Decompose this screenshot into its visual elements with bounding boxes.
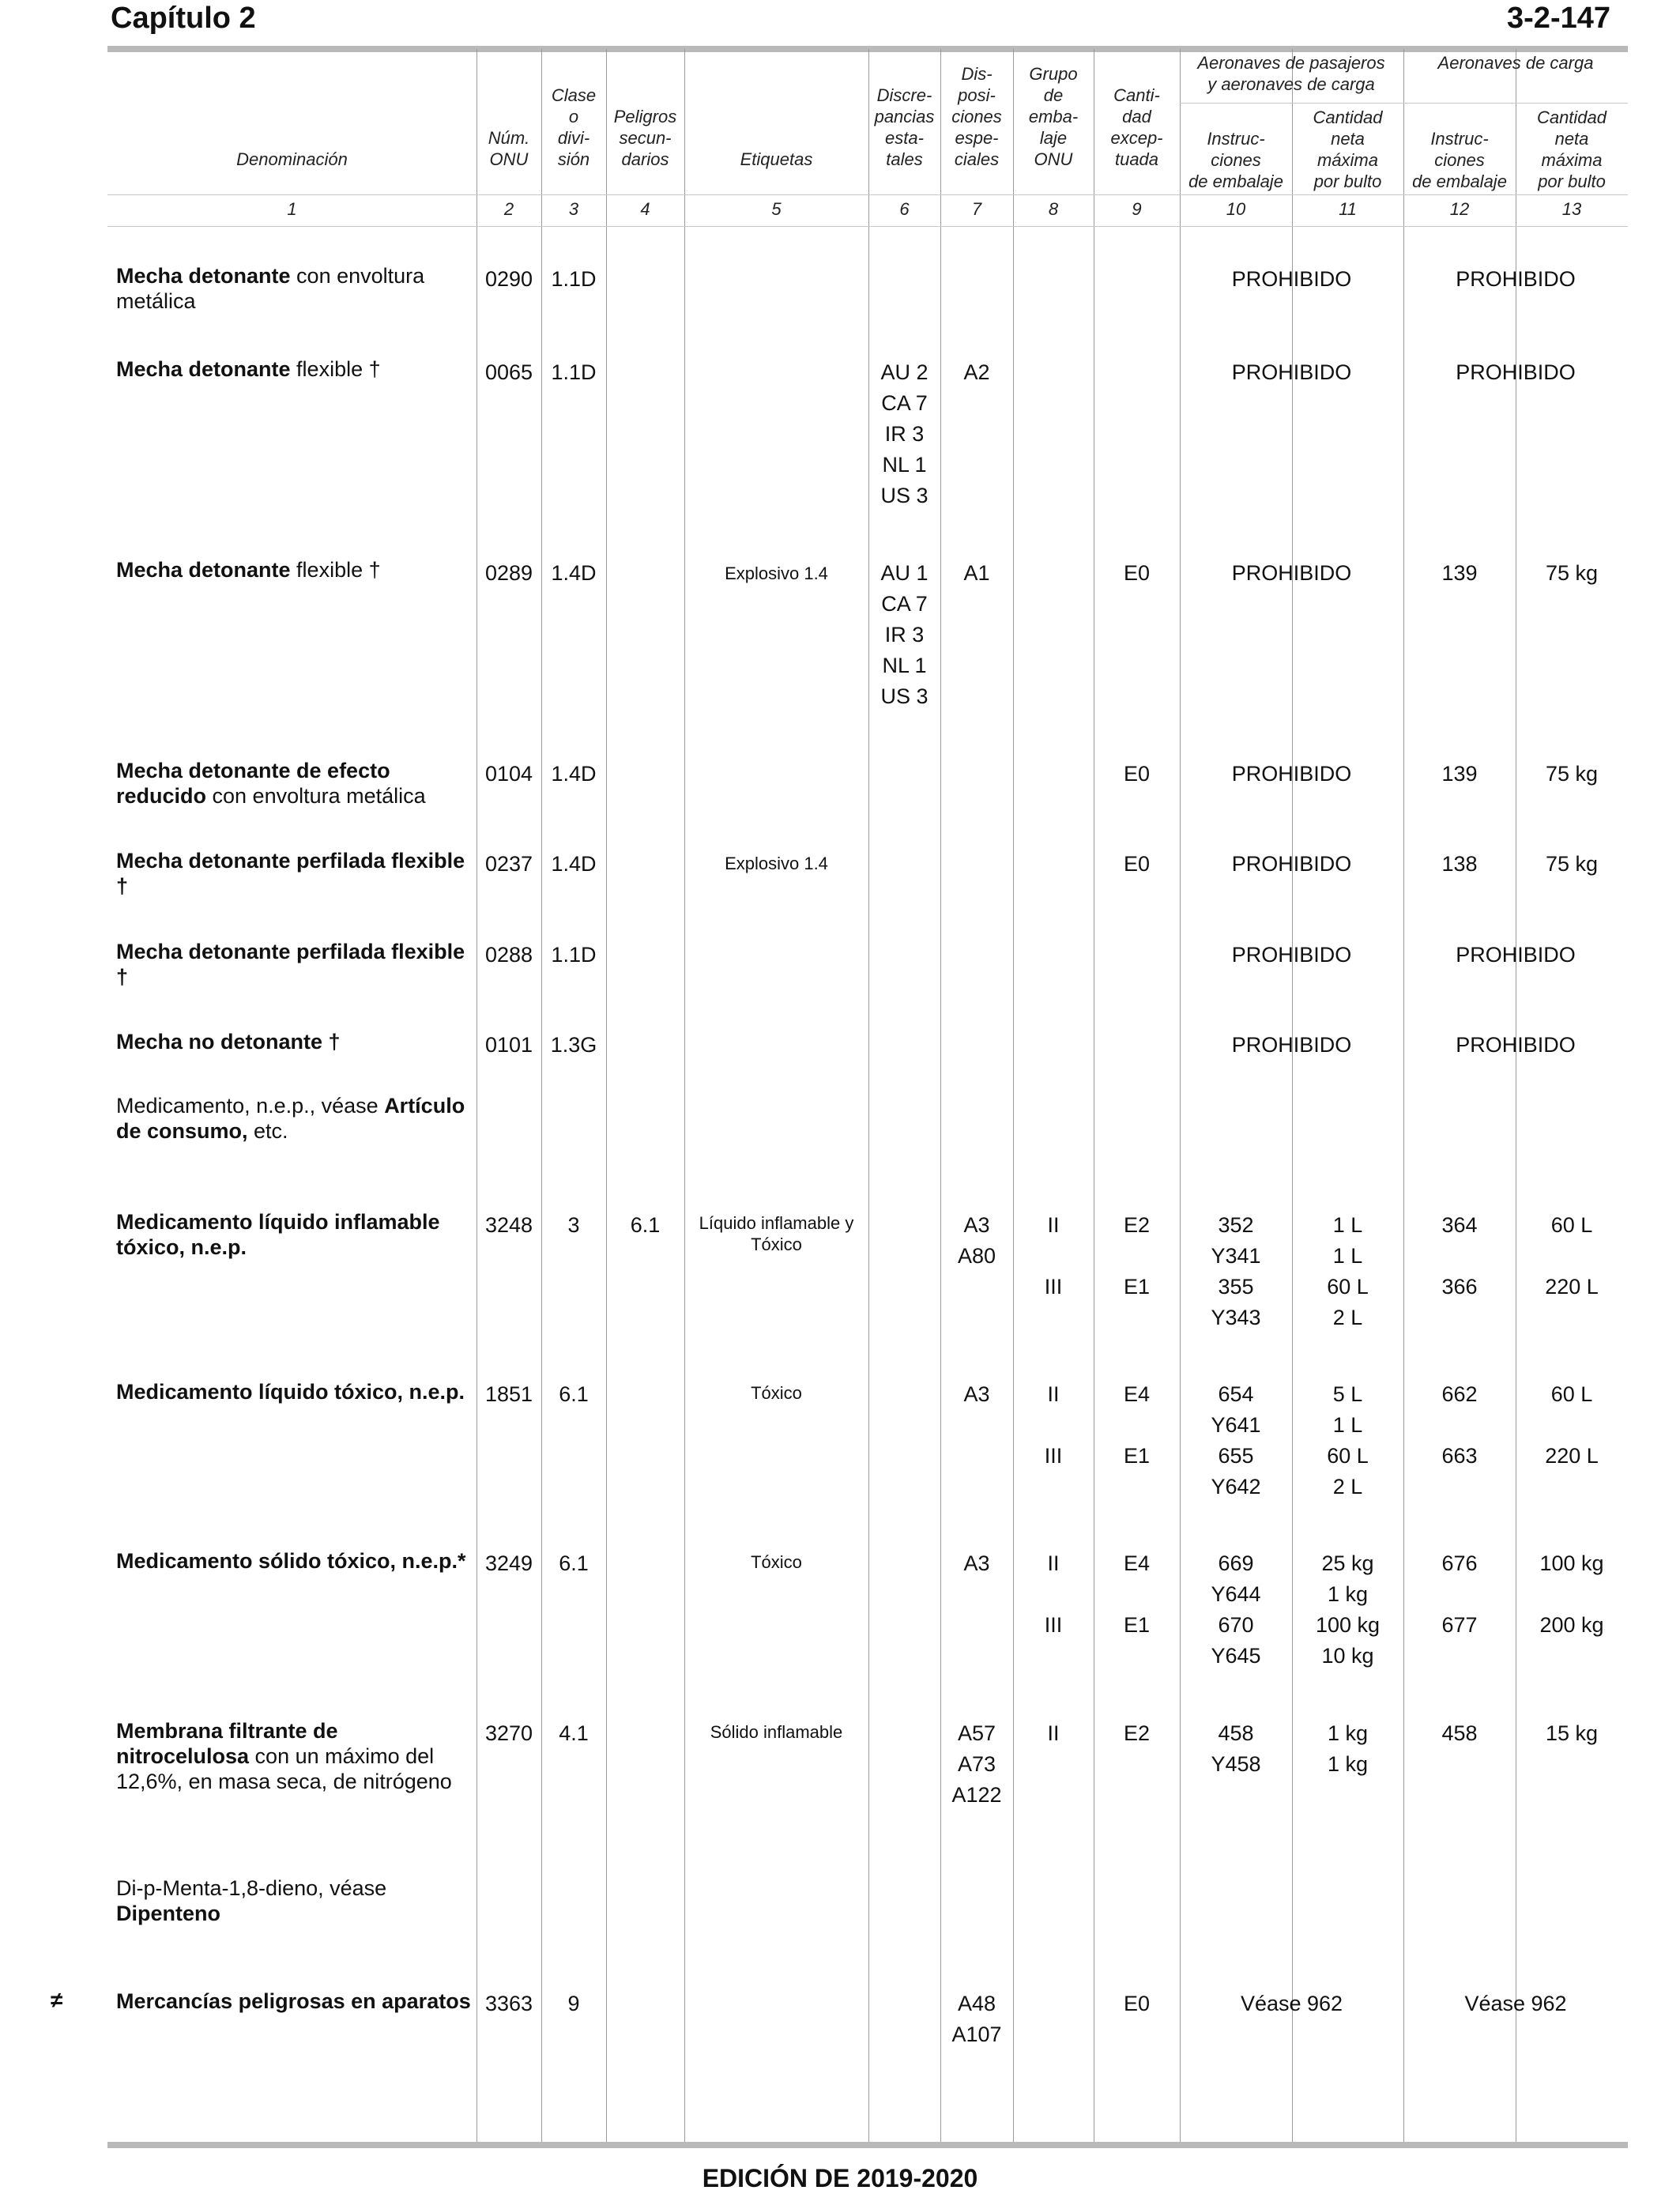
class-division: 6.1 [559,1551,589,1575]
header-excepted-quantity: Canti- dad excep- tuada [1110,85,1163,169]
header-state-variations: Discre- pancias esta- tales [874,85,935,169]
hazard-label: Explosivo 1.4 [725,854,828,873]
entry-name: Mecha detonante perfilada flexible † [116,940,465,989]
un-number: 0237 [484,852,533,876]
top-rule [107,46,1628,52]
state-variations: AU 2 CA 7 IR 3 NL 1 US 3 [880,360,929,507]
cargo-max-net-quantity: 60 L 220 L [1545,1382,1599,1468]
un-number: 3270 [484,1721,533,1745]
hazard-label: Líquido inflamable y Tóxico [699,1213,854,1254]
special-provisions: A3 A80 [957,1213,996,1268]
entry-name: Mecha no detonante † [116,1030,341,1054]
hazard-label: Tóxico [751,1383,802,1403]
hazard-label: Explosivo 1.4 [725,564,828,583]
passenger-aircraft-status: PROHIBIDO [1231,943,1352,967]
class-division: 3 [567,1213,580,1237]
un-number: 0289 [484,561,533,585]
header-special-provisions: Dis- posi- ciones espe- ciales [951,64,1002,169]
passenger-aircraft-status: PROHIBIDO [1231,360,1352,384]
class-division: 1.1D [551,360,597,384]
hazard-label: Tóxico [751,1552,802,1572]
hazard-label: Sólido inflamable [710,1722,843,1742]
packing-group: II III [1044,1382,1063,1468]
header-packing-group: Grupo de emba- laje ONU [1028,64,1079,169]
class-division: 1.4D [551,561,597,585]
class-division: 1.1D [551,943,597,967]
cargo-max-net-quantity: 60 L 220 L [1545,1213,1599,1299]
un-number: 0065 [484,360,533,384]
entry-name: Mecha detonante con envoltura metálica [116,264,425,313]
excepted-quantity: E2 E1 [1123,1213,1151,1299]
secondary-hazard: 6.1 [630,1213,661,1237]
pax-packing-instruction: 654 Y641 655 Y642 [1211,1382,1261,1498]
column-number: 7 [971,199,982,219]
class-division: 1.3G [550,1033,597,1057]
excepted-quantity: E4 E1 [1123,1551,1151,1637]
cargo-aircraft-status: PROHIBIDO [1456,943,1576,967]
column-divider [1013,49,1014,2143]
cargo-packing-instruction: 138 [1441,852,1478,876]
header-pax-max-net-quantity: Cantidad neta máxima por bulto [1313,107,1383,191]
edition-footer: EDICIÓN DE 2019-2020 [702,2164,978,2192]
group-header-line [1180,103,1628,104]
column-number: 11 [1339,199,1357,219]
special-provisions: A2 [963,360,990,384]
cargo-max-net-quantity: 100 kg 200 kg [1539,1551,1604,1637]
un-number: 3248 [484,1213,533,1237]
un-number: 0104 [484,762,533,786]
pax-max-net-quantity: 1 kg 1 kg [1327,1721,1369,1776]
bottom-rule [107,2142,1628,2148]
cargo-aircraft-status: Véase 962 [1464,1992,1567,2015]
passenger-aircraft-status: PROHIBIDO [1231,561,1352,585]
header-cargo-max-net-quantity: Cantidad neta máxima por bulto [1536,107,1607,191]
class-division: 1.4D [551,852,597,876]
header-line [107,194,1628,195]
cargo-aircraft-status: PROHIBIDO [1456,1033,1576,1057]
header-cargo-packing-instructions: Instruc- ciones de embalaje [1412,129,1507,191]
excepted-quantity: E0 [1123,852,1151,876]
special-provisions: A48 A107 [951,1992,1002,2046]
passenger-aircraft-status: PROHIBIDO [1231,1033,1352,1057]
excepted-quantity: E0 [1123,762,1151,786]
header-pax-packing-instructions: Instruc- ciones de embalaje [1188,129,1283,191]
special-provisions: A57 A73 A122 [951,1721,1002,1807]
cross-reference-entry: Medicamento, n.e.p., véase Artículo de consumo, etc. [116,1094,465,1143]
pax-max-net-quantity: 25 kg 1 kg 100 kg 10 kg [1315,1551,1381,1668]
un-number: 3363 [484,1992,533,2015]
packing-group: II III [1044,1213,1063,1299]
cargo-packing-instruction: 676 677 [1441,1551,1478,1637]
class-division: 1.1D [551,267,597,291]
passenger-aircraft-status: PROHIBIDO [1231,852,1352,876]
packing-group: II [1047,1721,1060,1745]
un-number: 3249 [484,1551,533,1575]
entry-name: Medicamento líquido tóxico, n.e.p. [116,1380,465,1404]
cargo-max-net-quantity: 75 kg [1545,762,1599,786]
cargo-aircraft-status: PROHIBIDO [1456,360,1576,384]
entry-name: Medicamento líquido inflamable tóxico, n.e.p. [116,1210,440,1259]
pax-packing-instruction: 458 Y458 [1211,1721,1261,1776]
column-number: 12 [1449,199,1470,219]
class-division: 6.1 [559,1382,589,1406]
column-number: 8 [1048,199,1059,219]
header-passenger-aircraft: Aeronaves de pasajeros y aeronaves de carga [1197,53,1385,94]
column-number: 1 [287,199,297,219]
entry-name: Mecha detonante de efecto reducido con envoltura metálica [116,759,426,808]
column-number: 10 [1226,199,1246,219]
entry-name: Mecha detonante flexible † [116,357,381,381]
entry-name: Membrana filtrante de nitrocelulosa con un máximo del 12,6%, en masa seca, de nitrógeno [116,1719,452,1793]
column-number: 2 [503,199,514,219]
cargo-aircraft-status: PROHIBIDO [1456,267,1576,291]
excepted-quantity: E4 E1 [1123,1382,1151,1468]
un-number: 1851 [484,1382,533,1406]
header-denominacion: Denominación [236,149,348,169]
entry-name: Mecha detonante perfilada flexible † [116,849,465,898]
entry-name: Mecha detonante flexible † [116,558,381,582]
cargo-packing-instruction: 139 [1441,762,1478,786]
excepted-quantity: E0 [1123,561,1151,585]
page-number: 3-2-147 [1507,2,1610,35]
cargo-packing-instruction: 458 [1441,1721,1478,1745]
passenger-aircraft-status: PROHIBIDO [1231,762,1352,786]
entry-name: Medicamento sólido tóxico, n.e.p.* [116,1549,466,1573]
pax-packing-instruction: 352 Y341 355 Y343 [1211,1213,1261,1329]
pax-max-net-quantity: 5 L 1 L 60 L 2 L [1327,1382,1369,1498]
packing-group: II III [1044,1551,1063,1637]
cargo-max-net-quantity: 15 kg [1545,1721,1599,1745]
column-number: 5 [771,199,782,219]
header-un-number: Núm. ONU [488,128,530,169]
passenger-aircraft-status: Véase 962 [1240,1992,1343,2015]
header-line [107,226,1628,227]
class-division: 9 [567,1992,580,2015]
column-number: 3 [568,199,579,219]
state-variations: AU 1 CA 7 IR 3 NL 1 US 3 [880,561,929,708]
pax-packing-instruction: 669 Y644 670 Y645 [1211,1551,1261,1668]
column-divider [684,49,685,2143]
un-number: 0290 [484,267,533,291]
header-labels: Etiquetas [740,149,813,169]
un-number: 0288 [484,943,533,967]
excepted-quantity: E0 [1123,1992,1151,2015]
column-number: 4 [640,199,650,219]
header-class: Clase o divi- sión [551,85,597,169]
cross-reference-entry: Di-p-Menta-1,8-dieno, véase Dipenteno [116,1876,387,1925]
column-number: 13 [1561,199,1582,219]
header-cargo-aircraft: Aeronaves de carga [1437,53,1594,73]
column-number: 6 [899,199,910,219]
column-number: 9 [1132,199,1142,219]
change-mark: ≠ [51,1988,63,2012]
header-secondary-hazards: Peligros secun- darios [613,107,677,169]
un-number: 0101 [484,1033,533,1057]
entry-name: Mercancías peligrosas en aparatos [116,1989,471,2013]
cargo-packing-instruction: 364 366 [1441,1213,1478,1299]
class-division: 4.1 [559,1721,589,1745]
cargo-packing-instruction: 662 663 [1441,1382,1478,1468]
special-provisions: A3 [963,1551,990,1575]
special-provisions: A1 [963,561,990,585]
special-provisions: A3 [963,1382,990,1406]
pax-max-net-quantity: 1 L 1 L 60 L 2 L [1327,1213,1369,1329]
chapter-title: Capítulo 2 [111,2,256,35]
column-divider [606,49,607,2143]
passenger-aircraft-status: PROHIBIDO [1231,267,1352,291]
excepted-quantity: E2 [1123,1721,1151,1745]
cargo-max-net-quantity: 75 kg [1545,852,1599,876]
cargo-packing-instruction: 139 [1441,561,1478,585]
class-division: 1.4D [551,762,597,786]
cargo-max-net-quantity: 75 kg [1545,561,1599,585]
